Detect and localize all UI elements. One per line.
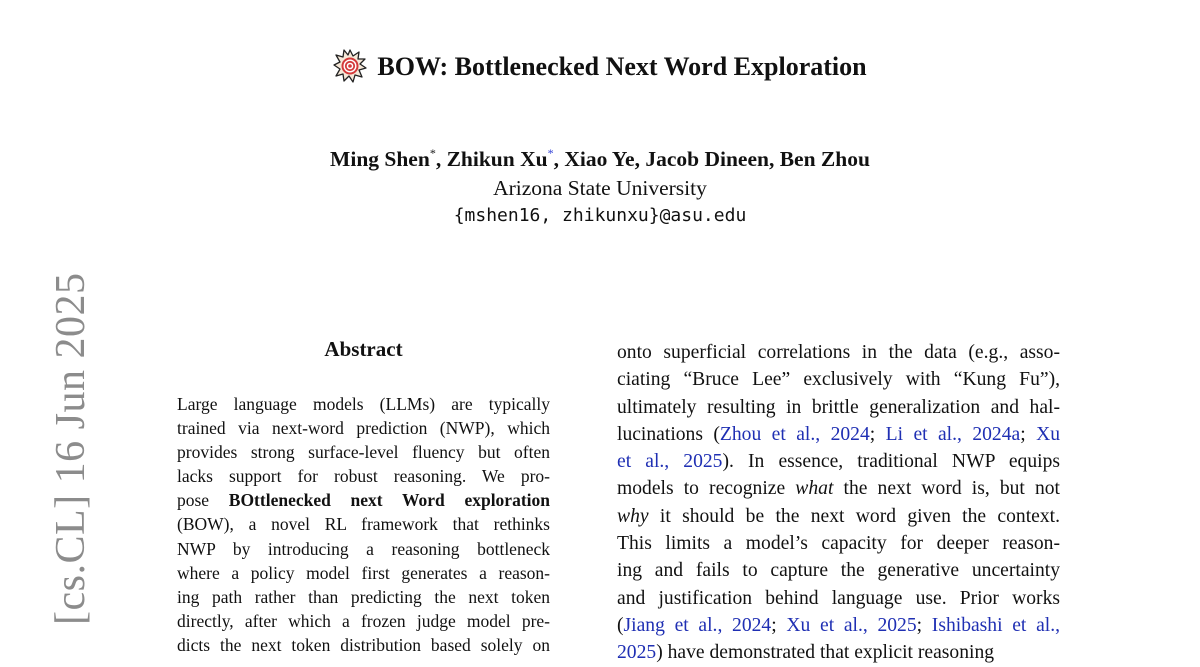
- introduction-body: [617, 339, 1060, 667]
- citation-link[interactable]: Jiang et al., 2024: [623, 614, 772, 636]
- emphasis-text: why: [617, 505, 649, 527]
- body-line: ultimately resulting in brittle generalization and hal-: [617, 396, 1060, 418]
- abstract-line: [177, 488, 550, 512]
- abstract-line: lacks support for robust reasoning. We pro-: [177, 466, 550, 487]
- abstract-line: Large language models (LLMs) are typically: [177, 394, 550, 414]
- abstract-line: directly, after which a frozen judge model pre-: [177, 610, 550, 631]
- citation-link[interactable]: 2025: [617, 642, 657, 664]
- body-line: [617, 421, 1060, 448]
- abstract-body: [177, 392, 550, 657]
- author-separator: ,: [435, 147, 447, 171]
- abstract-line: (BOW), a novel RL framework that rethinks: [177, 514, 550, 535]
- abstract-line: NWP by introducing a reasoning bottleneck: [177, 538, 550, 559]
- body-line: [617, 475, 1060, 502]
- citation-separator: ;: [771, 614, 787, 636]
- target-burst-icon: [333, 49, 367, 83]
- abstract-heading: Abstract: [324, 337, 403, 361]
- paper-title: [0, 52, 1200, 83]
- citation-link[interactable]: Xu: [1036, 423, 1061, 445]
- title-text: BOW: Bottlenecked Next Word Exploration: [377, 52, 867, 81]
- abstract-line-text: pose: [177, 490, 229, 511]
- arxiv-stamp-text: [cs.CL] 16 Jun 2025: [48, 272, 94, 625]
- body-line: [617, 448, 1060, 475]
- body-line: This limits a model’s capacity for deeper reason-: [617, 533, 1060, 555]
- equal-contribution-mark[interactable]: *: [547, 146, 554, 160]
- body-line: and justification behind language use. Prior works: [617, 587, 1060, 609]
- citation-link[interactable]: et al., 2025: [617, 451, 723, 473]
- body-line-text: the next word is, but not: [833, 478, 1060, 500]
- citation-link[interactable]: Li et al., 2024a: [885, 423, 1021, 445]
- abstract-line: trained via next-word prediction (NWP), which: [177, 418, 550, 439]
- body-line: onto superficial correlations in the data (e.g., asso-: [617, 342, 1060, 363]
- equal-contribution-mark: *: [429, 146, 436, 160]
- body-line-text: (: [617, 614, 624, 636]
- citation-link[interactable]: Xu et al., 2025: [786, 614, 917, 636]
- body-line-text: ) have demonstrated that explicit reasoning: [656, 642, 995, 664]
- author-names-rest: , Xiao Ye, Jacob Dineen, Ben Zhou: [553, 147, 870, 171]
- body-line-text: models to recognize: [617, 478, 796, 500]
- body-line: ing and fails to capture the generative uncertainty: [617, 560, 1060, 582]
- citation-link[interactable]: Zhou et al., 2024: [719, 423, 870, 445]
- emphasis-text: what: [795, 478, 834, 500]
- abstract-line: where a policy model first generates a reason-: [177, 562, 550, 583]
- author-list: [0, 147, 1200, 172]
- body-line: ciating “Bruce Lee” exclusively with “Kung Fu”),: [617, 369, 1060, 391]
- body-line: [617, 612, 1060, 639]
- affiliation: Arizona State University: [493, 176, 707, 200]
- author-name: Zhikun Xu: [446, 147, 548, 171]
- body-line: [617, 639, 1060, 666]
- body-line-text: lucinations (: [617, 423, 720, 445]
- citation-separator: ;: [1020, 423, 1037, 445]
- body-line-text: it should be the next word given the context.: [648, 505, 1060, 527]
- abstract-line: provides strong surface-level fluency but often: [177, 442, 550, 463]
- author-email: {mshen16, zhikunxu}@asu.edu: [453, 205, 747, 226]
- body-line: [617, 503, 1060, 530]
- citation-link[interactable]: Ishibashi et al.,: [931, 614, 1061, 636]
- arxiv-side-stamp: [20, 0, 94, 648]
- body-line-text: ). In essence, traditional NWP equips: [722, 451, 1060, 473]
- citation-separator: ;: [916, 614, 932, 636]
- framework-name: BOttlenecked next Word exploration: [228, 490, 550, 511]
- abstract-line: dicts the next token distribution based solely on: [177, 634, 550, 655]
- citation-separator: ;: [869, 423, 886, 445]
- abstract-line: ing path rather than predicting the next token: [177, 586, 550, 607]
- author-name: Ming Shen: [330, 147, 430, 171]
